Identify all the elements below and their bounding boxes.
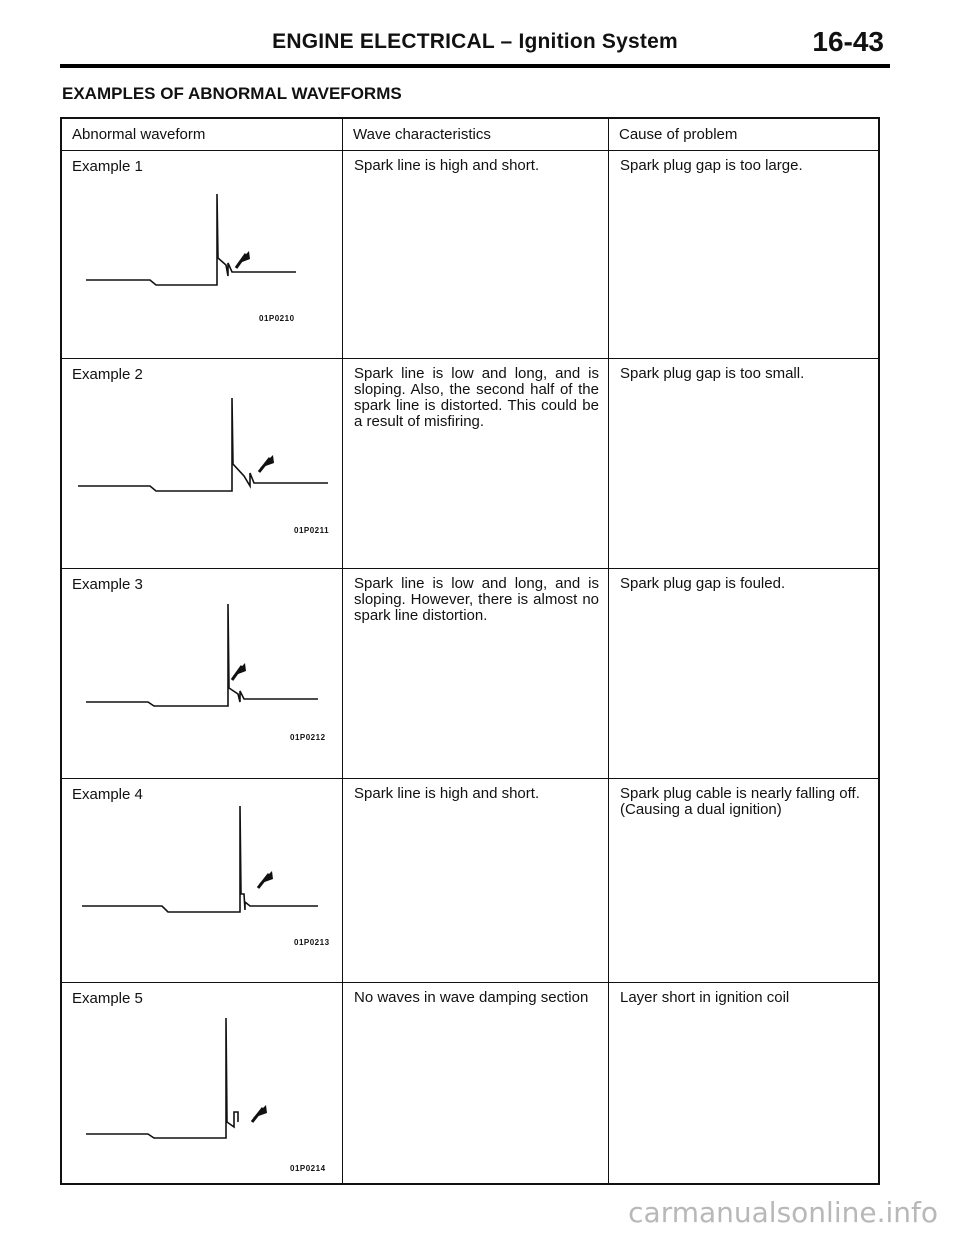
section-title: EXAMPLES OF ABNORMAL WAVEFORMS <box>62 84 402 103</box>
wave-characteristics: Spark line is low and long, and is sloping. Also, the second half of the spark line is distorted. This could be a result of misfiring. <box>354 365 599 430</box>
wave-characteristics: Spark line is high and short. <box>354 157 540 174</box>
waveform-diagram <box>62 778 342 980</box>
waveform-diagram <box>62 150 342 356</box>
figure-code: 01P0212 <box>290 733 326 742</box>
wave-characteristics: No waves in wave damping section <box>354 989 589 1006</box>
table-row <box>62 778 878 983</box>
arrow-icon <box>258 871 273 888</box>
arrow-icon <box>259 455 274 472</box>
example-label: Example 4 <box>72 786 143 803</box>
waveform-diagram <box>62 568 342 776</box>
page-header <box>60 22 890 68</box>
watermark: carmanualsonline.info <box>628 1196 938 1229</box>
example-label: Example 2 <box>72 366 143 383</box>
arrow-icon <box>252 1105 267 1122</box>
table-row <box>62 150 878 359</box>
column-header: Abnormal waveform <box>72 126 206 143</box>
column-header: Cause of problem <box>619 126 738 143</box>
table-row <box>62 358 878 569</box>
table-row <box>62 982 878 1185</box>
waveform-diagram <box>62 982 342 1183</box>
figure-code: 01P0213 <box>294 938 330 947</box>
figure-code: 01P0214 <box>290 1164 326 1173</box>
example-label: Example 3 <box>72 576 143 593</box>
wave-characteristics: Spark line is high and short. <box>354 785 540 802</box>
page-title: ENGINE ELECTRICAL – Ignition System <box>272 30 678 53</box>
example-label: Example 5 <box>72 990 143 1007</box>
waveform-table <box>60 117 880 1185</box>
problem-cause: Spark plug gap is fouled. <box>620 575 786 592</box>
column-header: Wave characteristics <box>353 126 491 143</box>
figure-code: 01P0210 <box>259 314 295 323</box>
example-label: Example 1 <box>72 158 143 175</box>
wave-characteristics: Spark line is low and long, and is sloping. However, there is almost no spark line distortion. <box>354 575 599 624</box>
problem-cause: Layer short in ignition coil <box>620 989 790 1006</box>
page-number: 16-43 <box>812 26 884 57</box>
problem-cause: Spark plug gap is too small. <box>620 365 805 382</box>
table-header-row <box>62 119 878 151</box>
table-row <box>62 568 878 779</box>
problem-cause: Spark plug cable is nearly falling off. (Causing a dual ignition) <box>620 785 860 818</box>
arrow-icon <box>232 663 246 680</box>
figure-code: 01P0211 <box>294 526 330 535</box>
arrow-icon <box>236 251 250 268</box>
problem-cause: Spark plug gap is too large. <box>620 157 803 174</box>
